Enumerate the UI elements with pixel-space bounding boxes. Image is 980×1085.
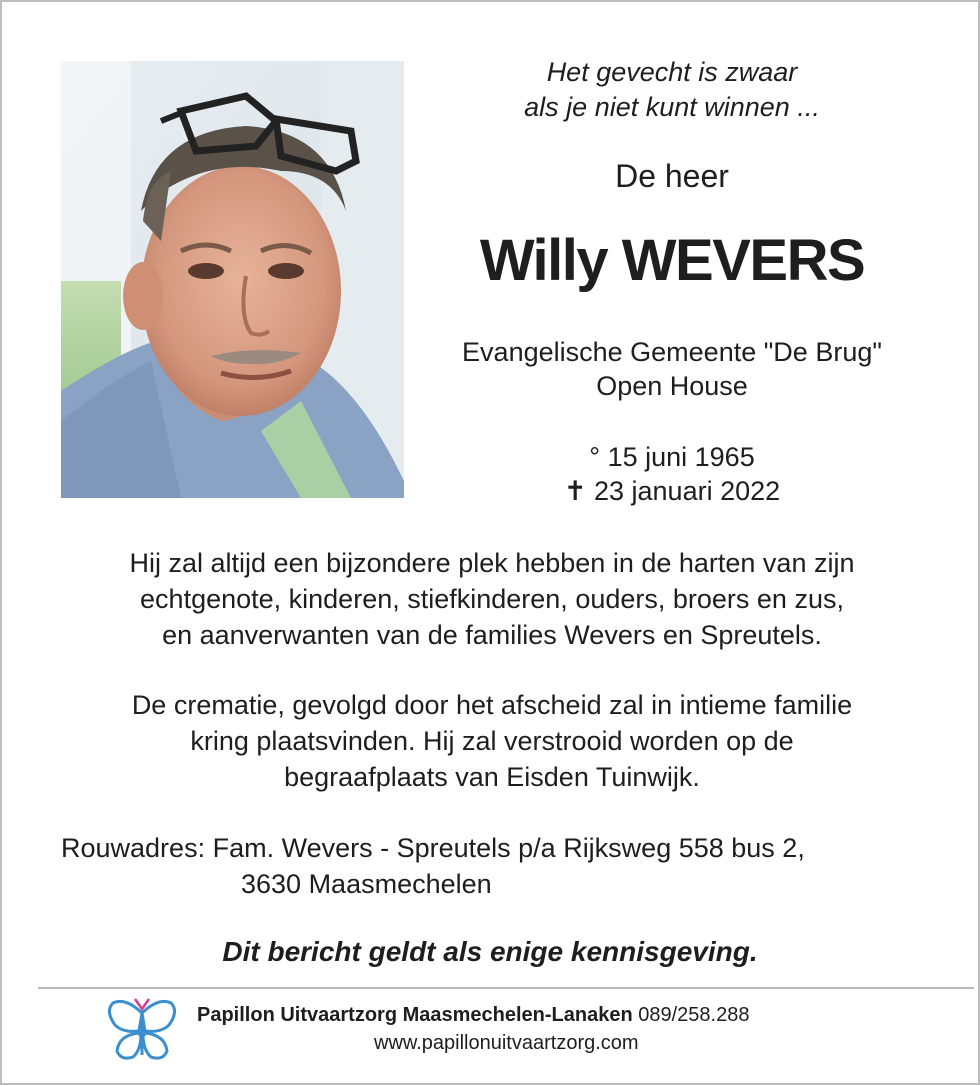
remembrance-paragraph bbox=[32, 545, 952, 653]
funeral-home-website[interactable]: www.papillonuitvaartzorg.com bbox=[374, 1032, 639, 1054]
birth-date: ° 15 juni 1965 bbox=[589, 442, 755, 472]
address-line-1: Rouwadres: Fam. Wevers - Spreutels p/a Rijksweg 558 bus 2, bbox=[61, 833, 805, 863]
memorial-quote bbox=[422, 55, 922, 125]
honorific: De heer bbox=[615, 158, 729, 194]
remembrance-line: echtgenote, kinderen, stiefkinderen, ouders, broers en zus, bbox=[140, 584, 844, 614]
butterfly-logo-icon bbox=[105, 995, 179, 1065]
funeral-home-phone: 089/258.288 bbox=[638, 1004, 750, 1026]
org-line-1: Evangelische Gemeente "De Brug" bbox=[462, 337, 882, 367]
death-date: ✝ 23 januari 2022 bbox=[563, 476, 781, 506]
remembrance-line: Hij zal altijd een bijzondere plek hebben in de harten van zijn bbox=[129, 548, 855, 578]
organization bbox=[422, 335, 922, 403]
quote-line-2: als je niet kunt winnen ... bbox=[524, 92, 820, 122]
portrait-illustration bbox=[61, 61, 404, 498]
cremation-line: begraafplaats van Eisden Tuinwijk. bbox=[284, 762, 700, 792]
footer-divider bbox=[38, 987, 974, 989]
cremation-line: De crematie, gevolgd door het afscheid zal in intieme familie bbox=[131, 690, 853, 720]
quote-line-1: Het gevecht is zwaar bbox=[546, 57, 798, 87]
mourning-address bbox=[61, 830, 805, 902]
remembrance-line: en aanverwanten van de families Wevers en Spreutels. bbox=[162, 620, 822, 650]
funeral-home-line bbox=[197, 1002, 749, 1028]
deceased-name: Willy WEVERS bbox=[479, 228, 865, 293]
cremation-line: kring plaatsvinden. Hij zal verstrooid worden op de bbox=[190, 726, 794, 756]
funeral-home-name: Papillon Uitvaartzorg Maasmechelen-Lanaken bbox=[197, 1004, 633, 1026]
org-line-2: Open House bbox=[596, 371, 748, 401]
life-dates bbox=[422, 440, 922, 508]
portrait-photo bbox=[61, 61, 404, 498]
notice-statement: Dit bericht geldt als enige kennisgeving. bbox=[222, 936, 758, 967]
cremation-paragraph bbox=[32, 687, 952, 795]
address-line-2: 3630 Maasmechelen bbox=[241, 869, 492, 899]
